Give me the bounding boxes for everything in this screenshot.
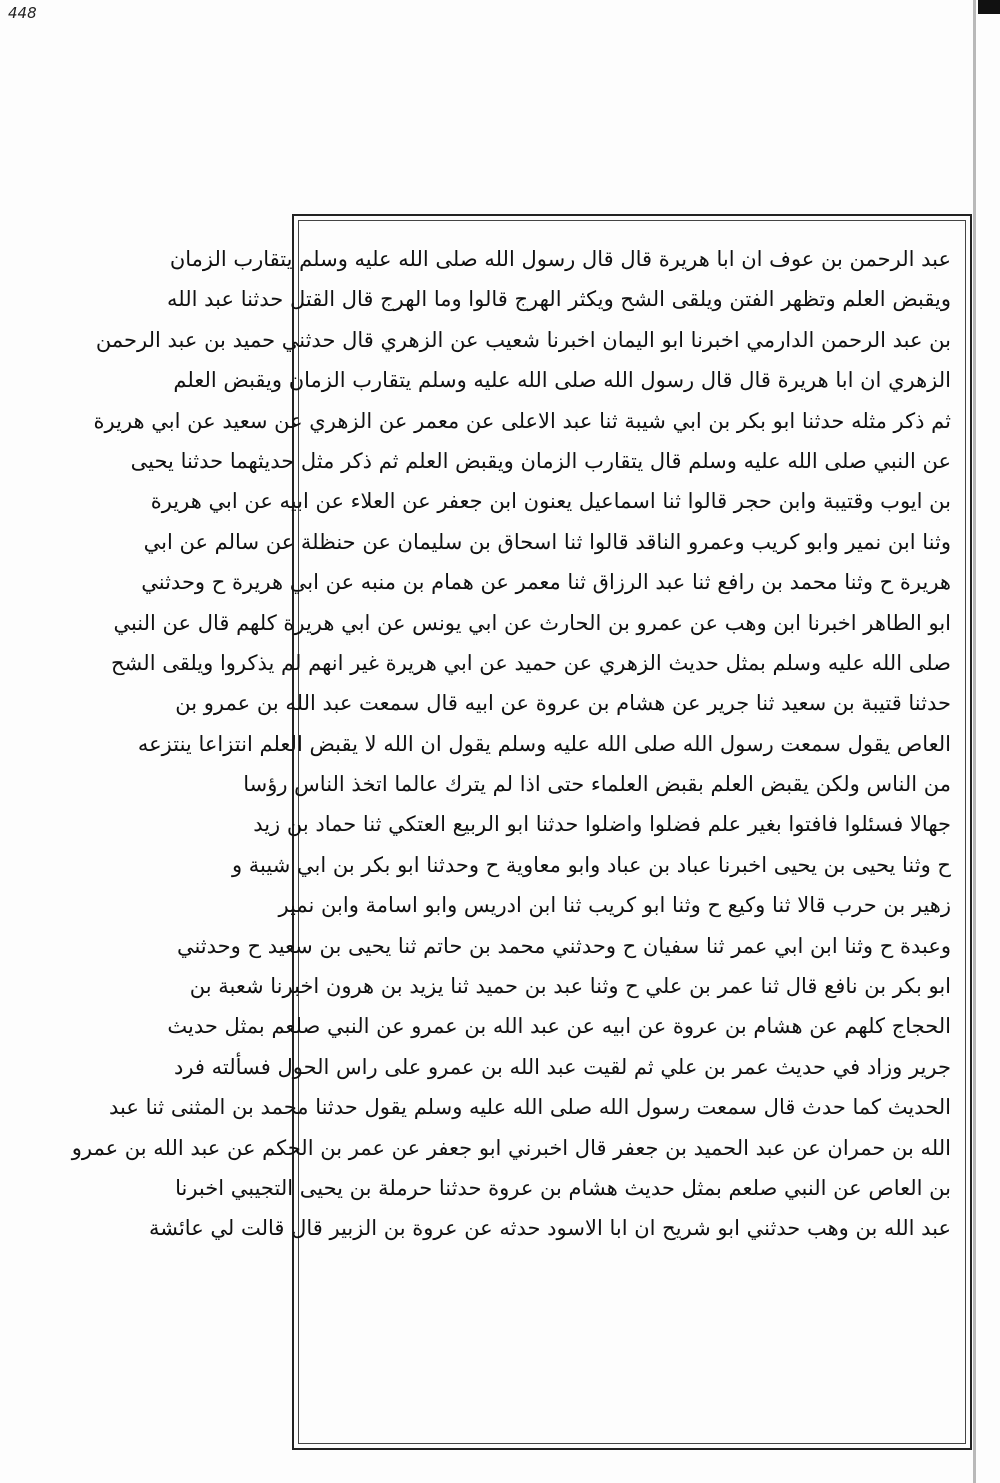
- text-line: من الناس ولكن يقبض العلم بقبض العلماء حتى اذا لم يترك عالما اتخذ الناس رؤسا: [243, 772, 951, 797]
- manuscript-text: [71, 239, 951, 1249]
- text-line: ويقبض العلم وتظهر الفتن ويلقى الشح ويكثر الهرج قالوا وما الهرج قال القتل حدثنا عبد الله: [167, 287, 951, 312]
- text-line: الحجاج كلهم عن هشام بن عروة عن ابيه عن عبد الله بن عمرو عن النبي صلعم بمثل حديث: [167, 1014, 951, 1039]
- text-line: وثنا ابن نمير وابو كريب وعمرو الناقد قالوا ثنا اسحاق بن سليمان عن حنظلة عن سالم عن ابي: [143, 529, 951, 554]
- text-line: الحديث كما حدث قال سمعت رسول الله صلى الله عليه وسلم يقول حدثنا محمد بن المثنى ثنا عبد: [109, 1095, 951, 1120]
- text-line: حدثنا قتيبة بن سعيد ثنا جرير عن هشام بن عروة عن ابيه قال سمعت عبد الله بن عمرو بن: [175, 691, 951, 716]
- text-line: ابو بكر بن نافع قال ثنا عمر بن علي ح وثنا عبد بن حميد ثنا يزيد بن هرون اخبرنا شعبة بن: [189, 974, 951, 999]
- text-line: هريرة ح وثنا محمد بن رافع ثنا عبد الرزاق ثنا معمر عن همام بن منبه عن ابي هريرة ح وحدثني: [141, 570, 951, 595]
- page-number: 448: [8, 4, 37, 22]
- text-line: بن ايوب وقتيبة وابن حجر قالوا ثنا اسماعيل يعنون ابن جعفر عن العلاء عن ابيه عن ابي هريرة: [150, 489, 951, 514]
- page-corner-mark: [978, 0, 1000, 14]
- text-line: ثم ذكر مثله حدثنا ابو بكر بن ابي شيبة ثنا عبد الاعلى عن معمر عن الزهري عن سعيد عن ابي هريرة: [93, 408, 951, 433]
- text-line: جرير وزاد في حديث عمر بن علي ثم لقيت عبد الله بن عمرو على راس الحول فسألته فرد: [173, 1054, 951, 1079]
- text-line: ح وثنا يحيى بن يحيى اخبرنا عباد بن عباد وابو معاوية ح وحدثنا ابو بكر بن ابي شيبة و: [231, 852, 951, 877]
- text-line: الله بن حمران عن عبد الحميد بن جعفر قال اخبرني ابو جعفر عن عمر بن الحكم عن عبد الله بن عمرو: [71, 1135, 951, 1160]
- text-line: العاص يقول سمعت رسول الله صلى الله عليه وسلم يقول ان الله لا يقبض العلم انتزاعا ينتزعه: [137, 731, 951, 756]
- text-line: زهير بن حرب قالا ثنا وكيع ح وثنا ابو كريب ثنا ابن ادريس وابو اسامة وابن نمير: [278, 893, 951, 918]
- text-line: عبد الرحمن بن عوف ان ابا هريرة قال قال رسول الله صلى الله عليه وسلم يتقارب الزمان: [169, 247, 951, 271]
- text-line: صلى الله عليه وسلم بمثل حديث الزهري عن حميد عن ابي هريرة غير انهم لم يذكروا ويلقى الشح: [111, 650, 951, 675]
- text-line: الزهري ان ابا هريرة قال قال رسول الله صلى الله عليه وسلم يتقارب الزمان ويقبض العلم: [173, 368, 951, 393]
- text-line: جهالا فسئلوا فافتوا بغير علم فضلوا واضلوا حدثنا ابو الربيع العتكي ثنا حماد بن زيد: [253, 812, 951, 837]
- text-line: بن العاص عن النبي صلعم بمثل حديث هشام بن عروة حدثنا حرملة بن يحيى التجيبي اخبرنا: [175, 1175, 951, 1200]
- text-line: بن عبد الرحمن الدارمي اخبرنا ابو اليمان اخبرنا شعيب عن الزهري قال حدثني حميد بن عبد الرحمن: [95, 327, 951, 352]
- text-line: ابو الطاهر اخبرنا ابن وهب عن عمرو بن الحارث عن ابي يونس عن ابي هريرة كلهم قال عن النبي: [113, 610, 951, 635]
- text-frame-inner: [71, 220, 966, 1444]
- text-frame-outer: [71, 214, 972, 1450]
- text-line: عن النبي صلى الله عليه وسلم قال يتقارب الزمان ويقبض العلم ثم ذكر مثل حديثهما حدثنا يحيى: [130, 448, 951, 473]
- page-edge: [973, 0, 976, 1483]
- text-line: وعبدة ح وثنا ابن ابي عمر ثنا سفيان ح وحدثني محمد بن حاتم ثنا يحيى بن سعيد ح وحدثني: [176, 933, 951, 958]
- text-line: عبد الله بن وهب حدثني ابو شريح ان ابا الاسود حدثه عن عروة بن الزبير قال قالت لي عائشة: [148, 1216, 951, 1241]
